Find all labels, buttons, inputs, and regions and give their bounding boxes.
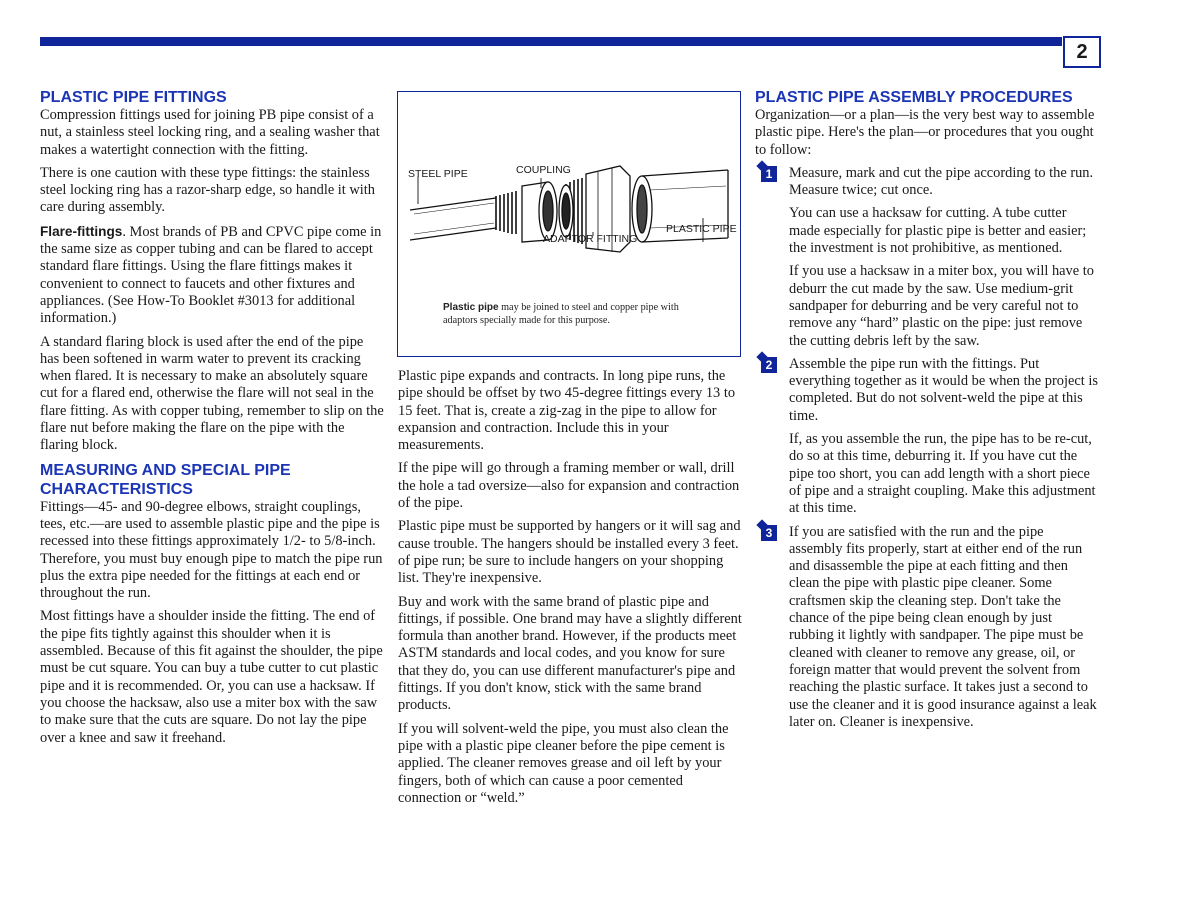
step-number-badge: 3 [761, 525, 777, 541]
paragraph: Plastic pipe expands and contracts. In long pipe runs, the pipe should be offset by two 45-degree fittings every 13 to 15 feet. That is, create a zig-zag in the pipe to allow for expansion and contraction. Include this in your measurements. [398, 368, 736, 454]
paragraph: You can use a hacksaw for cutting. A tube cutter made especially for plastic pipe is better and easier; the investment is not prohibitive, as mentioned. [789, 205, 1087, 257]
step-3 [755, 524, 1100, 732]
paragraph: Fittings—45- and 90-degree elbows, straight couplings, tees, etc.—are used to assemble plastic pipe and the pipe is recessed into these fittings approximately 1/2- to 5/8-inch. Therefore, you must buy enough pipe to match the pipe run plus the extra pipe needed for the fittings at each end or throughout the run. [40, 498, 383, 602]
label-adaptor-fitting: ADAPTOR FITTING [543, 233, 638, 245]
heading-assembly-procedures: PLASTIC PIPE ASSEMBLY PROCEDURES [755, 89, 1073, 106]
paragraph: If you will solvent-weld the pipe, you must also clean the pipe with a plastic pipe cleaner before the pipe cement is applied. The cleaner removes grease and oil left by your fingers, both of which can cause a poor cemented connection or “weld.” [398, 720, 729, 806]
paragraph: If you use a hacksaw in a miter box, you will have to deburr the cut made by the saw. Use medium-grit sandpaper for deburring and be very careful not to remove any “hard” plastic on the pipe: just remove the cutting debris left by the saw. [789, 263, 1094, 349]
paragraph-flare-fittings [40, 223, 386, 328]
step-number-badge: 2 [761, 357, 777, 373]
paragraph: Buy and work with the same brand of plastic pipe and fittings, if possible. One brand may have a slightly different formula than another brand. However, if the products meet ASTM standards and local codes, and you know for sure that they do, you can use different manufacturer's pipe and fittings. If you don't know, stick with the same brand products. [398, 593, 742, 714]
paragraph: There is one caution with these type fittings: the stainless steel locking ring has a razor-sharp edge, so handle it with care during assembly. [40, 164, 375, 216]
step-text: If you are satisfied with the run and the pipe assembly fits properly, start at either end of the run and disassemble the pipe at each fitting and then clean the pipe with plastic pipe cleaner. Some craftsmen skip the cleaning step. Don't take the chance of the pipe being clean enough by just rubbing it lightly with sandpaper. The pipe must be cleaned with cleaner to remove any grease, oil, or foreign matter that would prevent the solvent from reaching the plastic surface. It takes just a second to use the cleaner and it is good insurance against a leak later on. Cleaner is inexpensive. [789, 523, 1097, 730]
step-number-badge: 1 [761, 166, 777, 182]
paragraph: A standard flaring block is used after the end of the pipe has been softened in warm water to prevent its cracking when flared. It is necessary to make an absolutely square cut for a flared end, otherwise the flare will not seal in the flare fitting. As with copper tubing, remember to slip on the flare nut before making the flare on the pipe with the flaring block. [40, 333, 384, 454]
caption-lead: Plastic pipe [443, 302, 499, 313]
step-2 [755, 356, 1100, 425]
paragraph: If the pipe will go through a framing member or wall, drill the hole a tad oversize—also for expansion and contraction of the pipe. [398, 460, 740, 512]
step-1 [755, 165, 1100, 200]
column-right [755, 88, 1100, 737]
label-steel-pipe: STEEL PIPE [408, 168, 468, 180]
label-coupling: COUPLING [516, 164, 571, 176]
pipe-threads [496, 191, 516, 234]
caption-text: may be joined to steel and copper pipe with adaptors specially made for this purpose. [443, 302, 679, 326]
header-rule [40, 37, 1062, 46]
column-left [40, 88, 386, 753]
heading-measuring: MEASURING AND SPECIAL PIPE CHARACTERISTICS [40, 461, 291, 498]
paragraph: Compression fittings used for joining PB pipe consist of a nut, a stainless steel locking ring, and a sealing washer that makes a watertight connection with the fitting. [40, 107, 380, 158]
step-text: Measure, mark and cut the pipe according to the run. Measure twice; cut once. [789, 164, 1094, 199]
paragraph: Most fittings have a shoulder inside the fitting. The end of the pipe fits tightly against this shoulder when it is assembled. Because of this fit against the shoulder, the pipe must be cut square. You can buy a tube cutter to cut plastic pipe and it is recommended. Or, you can use a hacksaw. If you choose the hacksaw, also use a miter box with the saw to make sure that the cuts are square. Do not lay the pipe over a knee and saw it freehand. [40, 608, 383, 746]
step-text: Assemble the pipe run with the fittings. Put everything together as it would be when the project is completed. But do not solvent-weld the pipe at this time. [789, 355, 1098, 424]
pipe-fitting-figure [397, 91, 741, 357]
paragraph-intro: Organization—or a plan—is the very best way to assemble plastic pipe. Here's the plan—or procedures that you ought to follow: [755, 107, 1095, 158]
label-plastic-pipe: PLASTIC PIPE [666, 223, 737, 235]
figure-caption [443, 301, 703, 327]
paragraph: Plastic pipe must be supported by hangers or it will sag and cause trouble. The hangers should be installed every 3 feet. of pipe run; be sure to include hangers on your shopping list. They're inexpensive. [398, 518, 741, 587]
heading-plastic-pipe-fittings: PLASTIC PIPE FITTINGS [40, 89, 227, 106]
column-middle [398, 368, 743, 813]
paragraph: If, as you assemble the run, the pipe has to be re-cut, do so at this time, deburring it. If you have cut the pipe too short, you can add length with a short piece of pipe and a straight coupling. Make this adjustment at this time. [789, 431, 1096, 517]
lead-term: Flare-fittings [40, 223, 123, 239]
page-number: 2 [1063, 36, 1101, 68]
paragraph-text: . Most brands of PB and CPVC pipe come in the same size as copper tubing and can be flared to accept standard flare fittings. Using the flare fittings makes it convenient to connect to faucets and other fixtures and appliances. (See How-To Booklet #3013 for additional information.) [40, 223, 382, 327]
